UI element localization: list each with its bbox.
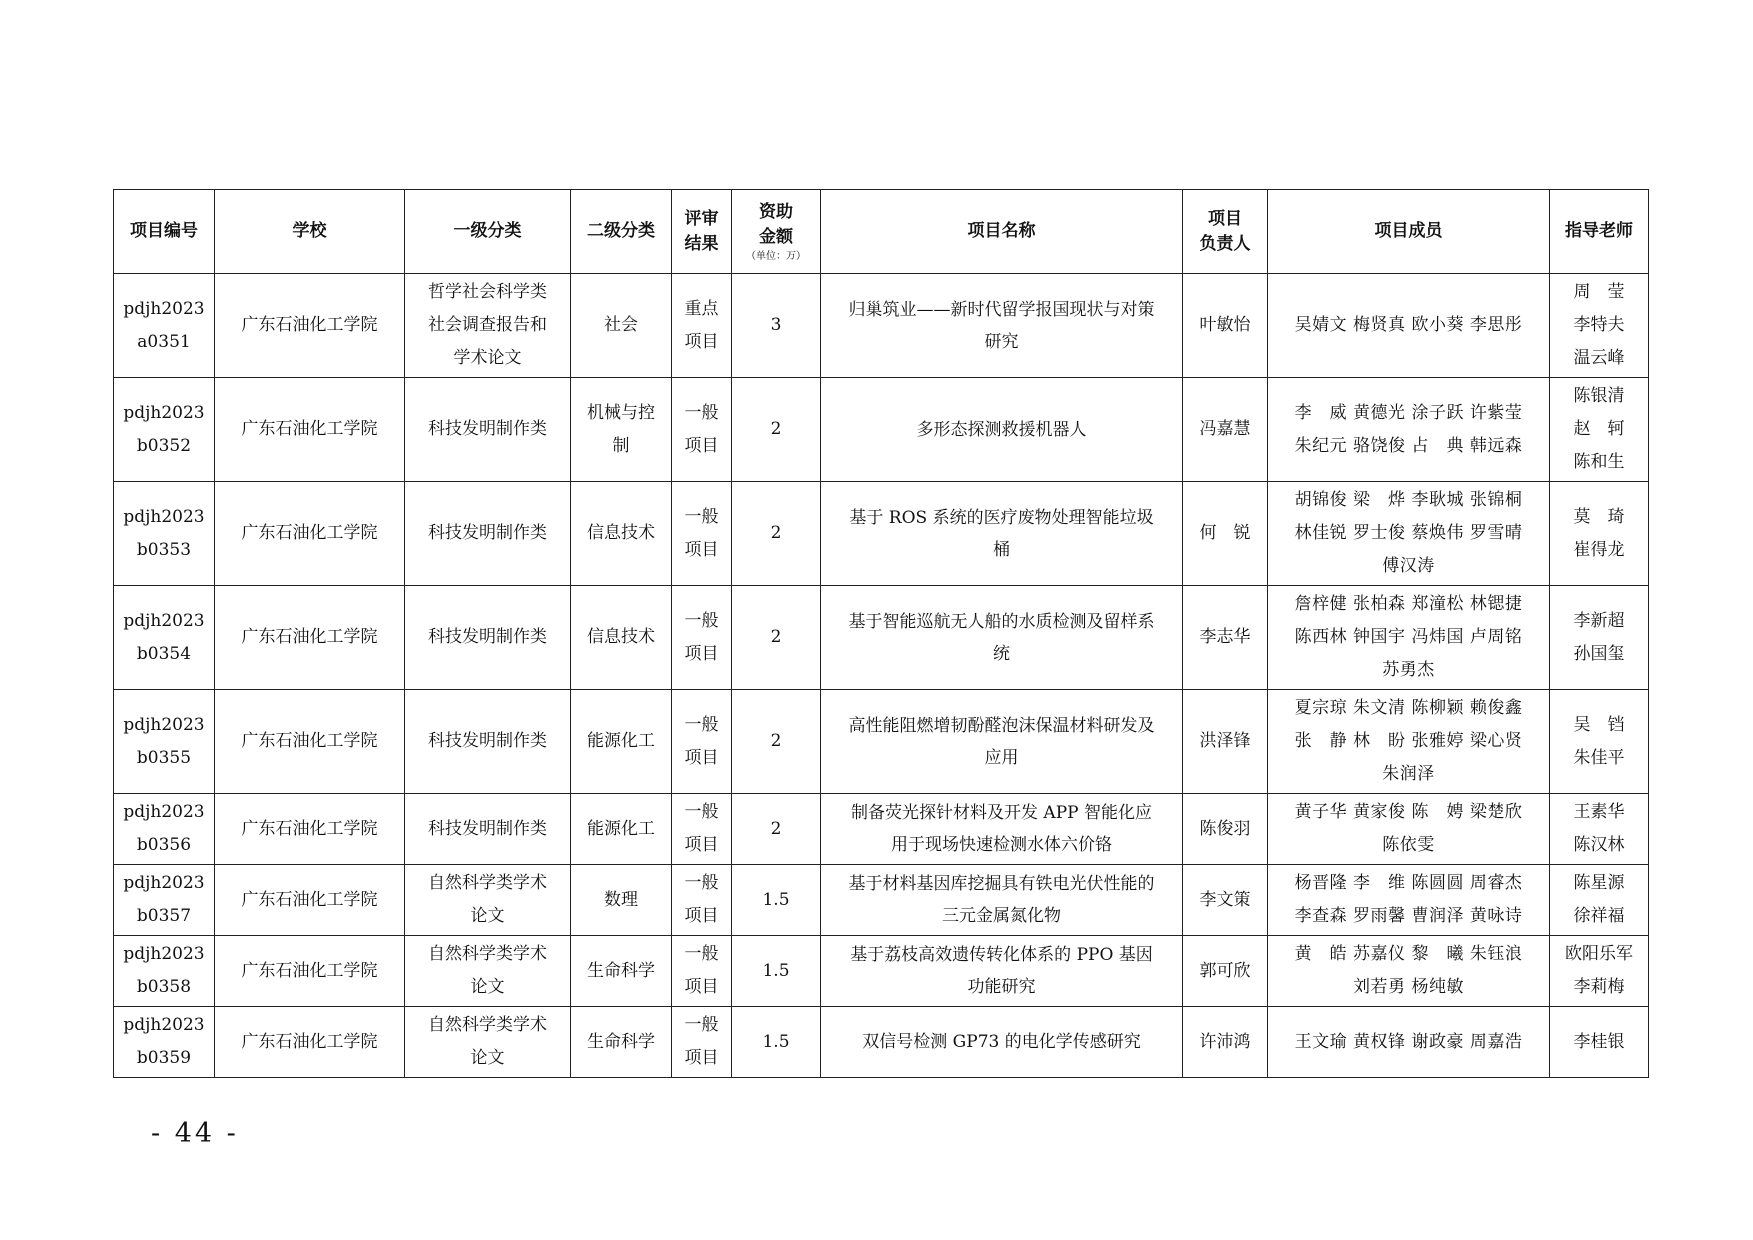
cell-advisor-line: 温云峰 — [1573, 348, 1625, 368]
cell-category-2 — [571, 586, 672, 690]
cell-project-id — [114, 274, 215, 378]
cell-review-result — [672, 586, 732, 690]
cell-school: 广东石油化工学院 — [215, 274, 405, 378]
table-row — [114, 586, 1649, 690]
cell-project-leader: 陈俊羽 — [1183, 794, 1268, 865]
cell-project-members-line: 苏勇杰 — [1382, 660, 1435, 680]
header-name: 项目名称 — [821, 190, 1183, 274]
cell-project-name — [821, 586, 1183, 690]
cell-advisor-line: 陈银清 — [1573, 386, 1625, 406]
cell-project-name-line: 桶 — [993, 539, 1010, 560]
cell-category-2-line: 信息技术 — [587, 523, 655, 543]
cell-review-result — [672, 378, 732, 482]
cell-category-1 — [405, 794, 571, 865]
cell-school: 广东石油化工学院 — [215, 690, 405, 794]
cell-project-id-line: pdjh2023 — [123, 610, 205, 631]
header-result — [672, 190, 732, 274]
cell-project-id-line: b0359 — [136, 1048, 192, 1068]
cell-project-leader: 郭可欣 — [1183, 936, 1268, 1007]
cell-advisor-line: 陈和生 — [1573, 452, 1625, 472]
cell-project-id — [114, 794, 215, 865]
cell-school: 广东石油化工学院 — [215, 794, 405, 865]
cell-school: 广东石油化工学院 — [215, 865, 405, 936]
cell-category-1-line: 论文 — [470, 906, 505, 926]
table-row — [114, 378, 1649, 482]
cell-category-2-line: 制 — [612, 435, 630, 456]
cell-advisor — [1550, 274, 1649, 378]
cell-review-result-line: 重点 — [684, 298, 719, 319]
cell-category-1 — [405, 936, 571, 1007]
header-leader — [1183, 190, 1268, 274]
cell-project-members-line: 詹梓健 张柏森 郑潼松 林锶捷 — [1294, 594, 1523, 614]
cell-category-2-line: 机械与控 — [587, 402, 655, 423]
cell-project-name-line: 双信号检测 GP73 的电化学传感研究 — [862, 1032, 1141, 1052]
cell-review-result-line: 一般 — [684, 873, 719, 893]
cell-project-id-line: pdjh2023 — [123, 402, 205, 423]
header-amount-line: 资助 — [759, 201, 793, 222]
cell-project-id-line: a0351 — [137, 331, 191, 352]
cell-project-name-line: 制备荧光探针材料及开发 APP 智能化应 — [851, 803, 1152, 823]
cell-category-2 — [571, 1007, 672, 1078]
cell-project-leader: 洪泽锋 — [1183, 690, 1268, 794]
cell-category-2-line: 信息技术 — [587, 627, 655, 647]
cell-project-id-line: b0356 — [136, 835, 192, 855]
cell-category-1 — [405, 274, 571, 378]
cell-project-members — [1268, 690, 1550, 794]
cell-project-members — [1268, 794, 1550, 865]
cell-project-leader: 何 锐 — [1183, 482, 1268, 586]
cell-project-name-line: 归巢筑业——新时代留学报国现状与对策 — [848, 299, 1155, 320]
cell-funding-amount: 1.5 — [732, 1007, 821, 1078]
cell-category-1 — [405, 482, 571, 586]
cell-project-name — [821, 1007, 1183, 1078]
cell-project-leader: 叶敏怡 — [1183, 274, 1268, 378]
cell-project-members-line: 朱纪元 骆饶俊 占 典 韩远森 — [1294, 435, 1523, 456]
cell-category-1-line: 自然科学类学术 — [428, 873, 547, 893]
cell-project-name-line: 基于 ROS 系统的医疗废物处理智能垃圾 — [849, 507, 1154, 528]
project-table — [113, 189, 1649, 1078]
page-number: - 44 - — [151, 1118, 239, 1149]
cell-funding-amount: 1.5 — [732, 865, 821, 936]
cell-advisor-line: 欧阳乐军 — [1565, 944, 1633, 964]
cell-category-2-line: 生命科学 — [587, 960, 655, 981]
cell-review-result — [672, 936, 732, 1007]
cell-review-result-line: 项目 — [684, 539, 719, 560]
cell-review-result-line: 一般 — [684, 714, 719, 735]
table-row — [114, 936, 1649, 1007]
cell-project-id-line: b0354 — [136, 643, 192, 664]
cell-project-members — [1268, 865, 1550, 936]
cell-project-members-line: 傅汉涛 — [1382, 556, 1435, 576]
cell-advisor-line: 李新超 — [1573, 610, 1625, 631]
cell-funding-amount: 2 — [732, 794, 821, 865]
cell-project-name-line: 应用 — [984, 747, 1019, 768]
cell-review-result-line: 一般 — [684, 402, 719, 423]
header-result-line: 结果 — [684, 233, 719, 254]
cell-review-result-line: 项目 — [684, 435, 719, 456]
table-row — [114, 865, 1649, 936]
cell-advisor-line: 孙国玺 — [1573, 643, 1625, 664]
cell-project-name — [821, 690, 1183, 794]
cell-project-name — [821, 274, 1183, 378]
cell-advisor-line: 李莉梅 — [1573, 977, 1625, 997]
cell-project-id-line: b0355 — [136, 747, 192, 768]
cell-project-name-line: 统 — [993, 643, 1010, 664]
header-amount-unit: （单位：万） — [746, 250, 806, 262]
cell-category-2 — [571, 865, 672, 936]
cell-category-1-line: 科技发明制作类 — [428, 731, 547, 751]
cell-funding-amount: 2 — [732, 378, 821, 482]
cell-project-name — [821, 378, 1183, 482]
cell-project-id-line: b0358 — [136, 977, 192, 997]
cell-project-name-line: 基于智能巡航无人船的水质检测及留样系 — [848, 611, 1155, 632]
cell-category-1 — [405, 378, 571, 482]
table-row — [114, 1007, 1649, 1078]
cell-project-members — [1268, 936, 1550, 1007]
cell-advisor-line: 李桂银 — [1573, 1031, 1625, 1052]
cell-advisor — [1550, 482, 1649, 586]
table-row — [114, 690, 1649, 794]
cell-advisor-line: 李特夫 — [1573, 315, 1625, 335]
header-leader-line: 项目 — [1208, 208, 1242, 229]
cell-category-2 — [571, 378, 672, 482]
cell-category-2 — [571, 482, 672, 586]
cell-project-id-line: pdjh2023 — [123, 506, 205, 527]
cell-project-name-line: 三元金属氮化物 — [942, 906, 1061, 926]
cell-project-members — [1268, 482, 1550, 586]
cell-project-members-line: 杨晋隆 李 维 陈圆圆 周睿杰 — [1294, 873, 1523, 893]
cell-category-1-line: 科技发明制作类 — [428, 419, 547, 439]
cell-project-id-line: pdjh2023 — [123, 944, 205, 964]
cell-project-members-line: 王文瑜 黄权锋 谢政豪 周嘉浩 — [1294, 1031, 1523, 1052]
cell-project-members-line: 朱润泽 — [1382, 764, 1435, 784]
cell-category-1-line: 哲学社会科学类 — [428, 282, 547, 302]
cell-review-result-line: 一般 — [684, 944, 719, 964]
cell-project-id — [114, 690, 215, 794]
cell-advisor-line: 陈星源 — [1573, 873, 1625, 893]
cell-review-result-line: 项目 — [684, 977, 719, 997]
cell-category-1 — [405, 690, 571, 794]
cell-project-name-line: 研究 — [984, 331, 1019, 352]
cell-review-result — [672, 274, 732, 378]
cell-project-members — [1268, 274, 1550, 378]
cell-advisor — [1550, 586, 1649, 690]
cell-project-id-line: b0353 — [136, 539, 192, 560]
cell-category-2-line: 社会 — [604, 315, 638, 335]
header-members: 项目成员 — [1268, 190, 1550, 274]
cell-project-name — [821, 794, 1183, 865]
cell-category-2-line: 生命科学 — [587, 1031, 655, 1052]
cell-project-id — [114, 586, 215, 690]
cell-category-1-line: 自然科学类学术 — [428, 944, 547, 964]
cell-project-name-line: 用于现场快速检测水体六价铬 — [891, 835, 1112, 855]
cell-advisor-line: 王素华 — [1573, 802, 1625, 822]
cell-project-members-line: 刘若勇 杨纯敏 — [1353, 977, 1464, 997]
cell-category-2-line: 能源化工 — [587, 731, 655, 751]
cell-review-result-line: 项目 — [684, 747, 719, 768]
cell-category-2 — [571, 936, 672, 1007]
cell-review-result — [672, 794, 732, 865]
table-body — [114, 274, 1649, 1078]
cell-review-result-line: 项目 — [684, 835, 719, 855]
cell-advisor-line: 莫 琦 — [1573, 506, 1625, 527]
cell-review-result — [672, 482, 732, 586]
header-amount-line: 金额 — [759, 226, 793, 247]
cell-project-members-line: 张 静 林 盼 张雅婷 梁心贤 — [1294, 731, 1523, 751]
cell-project-leader: 李文策 — [1183, 865, 1268, 936]
cell-category-2 — [571, 794, 672, 865]
cell-review-result-line: 一般 — [684, 1015, 719, 1035]
cell-school: 广东石油化工学院 — [215, 936, 405, 1007]
cell-category-1-line: 学术论文 — [453, 348, 522, 368]
cell-project-members-line: 夏宗琼 朱文清 陈柳颖 赖俊鑫 — [1294, 698, 1523, 718]
cell-review-result-line: 项目 — [684, 643, 719, 664]
cell-project-id — [114, 1007, 215, 1078]
cell-advisor-line: 赵 轲 — [1573, 419, 1625, 439]
header-cat2: 二级分类 — [571, 190, 672, 274]
cell-category-1-line: 论文 — [470, 977, 505, 997]
cell-project-id-line: pdjh2023 — [123, 1015, 205, 1035]
cell-project-id-line: pdjh2023 — [123, 298, 205, 319]
cell-project-id — [114, 378, 215, 482]
cell-advisor-line: 崔得龙 — [1573, 539, 1625, 560]
cell-project-leader: 冯嘉慧 — [1183, 378, 1268, 482]
cell-project-name-line: 基于荔枝高效遗传转化体系的 PPO 基因 — [850, 945, 1153, 965]
cell-project-members — [1268, 378, 1550, 482]
cell-project-members-line: 胡锦俊 梁 烨 李耿城 张锦桐 — [1294, 490, 1523, 510]
cell-category-1 — [405, 865, 571, 936]
cell-project-members-line: 林佳锐 罗士俊 蔡焕伟 罗雪晴 — [1294, 523, 1523, 543]
cell-category-2-line: 能源化工 — [587, 818, 655, 839]
cell-review-result-line: 项目 — [684, 906, 719, 926]
cell-advisor — [1550, 690, 1649, 794]
cell-project-id — [114, 482, 215, 586]
cell-project-members-line: 李查森 罗雨馨 曹润泽 黄咏诗 — [1294, 906, 1523, 926]
cell-advisor — [1550, 936, 1649, 1007]
cell-funding-amount: 2 — [732, 690, 821, 794]
cell-project-leader: 李志华 — [1183, 586, 1268, 690]
table-row — [114, 482, 1649, 586]
cell-project-name — [821, 482, 1183, 586]
cell-review-result-line: 项目 — [684, 1048, 719, 1068]
cell-project-members-line: 吴婧文 梅贤真 欧小葵 李思彤 — [1294, 315, 1523, 335]
cell-school: 广东石油化工学院 — [215, 482, 405, 586]
header-cat1: 一级分类 — [405, 190, 571, 274]
cell-advisor-line: 朱佳平 — [1573, 747, 1625, 768]
cell-category-1 — [405, 586, 571, 690]
cell-category-1-line: 科技发明制作类 — [428, 627, 547, 647]
header-result-line: 评审 — [684, 208, 719, 229]
cell-category-2 — [571, 274, 672, 378]
cell-review-result-line: 一般 — [684, 802, 719, 822]
cell-project-name-line: 多形态探测救援机器人 — [916, 419, 1087, 440]
cell-project-members-line: 陈西林 钟国宇 冯炜国 卢周铭 — [1294, 627, 1523, 647]
cell-review-result-line: 一般 — [684, 610, 719, 631]
cell-project-members-line: 李 威 黄德光 涂子跃 许紫莹 — [1294, 402, 1523, 423]
cell-category-1-line: 科技发明制作类 — [428, 818, 547, 839]
table-row — [114, 274, 1649, 378]
header-leader-line: 负责人 — [1199, 233, 1251, 254]
cell-project-name-line: 高性能阻燃增韧酚醛泡沫保温材料研发及 — [848, 715, 1155, 736]
cell-category-1 — [405, 1007, 571, 1078]
cell-category-2-line: 数理 — [604, 889, 638, 910]
cell-school: 广东石油化工学院 — [215, 1007, 405, 1078]
cell-project-name — [821, 936, 1183, 1007]
table-row — [114, 794, 1649, 865]
cell-category-1-line: 科技发明制作类 — [428, 523, 547, 543]
cell-project-leader: 许沛鸿 — [1183, 1007, 1268, 1078]
cell-project-id-line: pdjh2023 — [123, 802, 205, 822]
cell-project-members-line: 黄 皓 苏嘉仪 黎 曦 朱钰浪 — [1294, 944, 1523, 964]
cell-review-result — [672, 1007, 732, 1078]
cell-project-members — [1268, 1007, 1550, 1078]
cell-project-id-line: b0357 — [136, 906, 192, 926]
cell-advisor-line: 徐祥福 — [1573, 906, 1625, 926]
cell-school: 广东石油化工学院 — [215, 378, 405, 482]
cell-advisor — [1550, 1007, 1649, 1078]
header-advisor: 指导老师 — [1550, 190, 1649, 274]
header-row — [114, 190, 1649, 274]
cell-review-result — [672, 865, 732, 936]
cell-review-result-line: 项目 — [684, 331, 719, 352]
cell-advisor — [1550, 378, 1649, 482]
cell-category-1-line: 自然科学类学术 — [428, 1015, 547, 1035]
header-amount — [732, 190, 821, 274]
header-id: 项目编号 — [114, 190, 215, 274]
cell-project-name-line: 基于材料基因库挖掘具有铁电光伏性能的 — [848, 874, 1155, 894]
header-school: 学校 — [215, 190, 405, 274]
cell-project-members — [1268, 586, 1550, 690]
cell-project-id — [114, 865, 215, 936]
cell-funding-amount: 2 — [732, 586, 821, 690]
cell-project-members-line: 黄子华 黄家俊 陈 娉 梁楚欣 — [1294, 802, 1523, 822]
cell-project-members-line: 陈依雯 — [1382, 835, 1435, 855]
cell-category-1-line: 社会调查报告和 — [428, 315, 547, 335]
cell-funding-amount: 2 — [732, 482, 821, 586]
cell-advisor — [1550, 794, 1649, 865]
cell-advisor — [1550, 865, 1649, 936]
cell-project-name — [821, 865, 1183, 936]
cell-project-id-line: b0352 — [136, 435, 192, 456]
cell-project-id-line: pdjh2023 — [123, 714, 205, 735]
cell-funding-amount: 1.5 — [732, 936, 821, 1007]
cell-review-result — [672, 690, 732, 794]
cell-advisor-line: 吴 铛 — [1573, 714, 1625, 735]
cell-project-id-line: pdjh2023 — [123, 873, 205, 893]
cell-project-name-line: 功能研究 — [967, 977, 1036, 997]
cell-funding-amount: 3 — [732, 274, 821, 378]
cell-school: 广东石油化工学院 — [215, 586, 405, 690]
cell-review-result-line: 一般 — [684, 506, 719, 527]
cell-category-2 — [571, 690, 672, 794]
cell-project-id — [114, 936, 215, 1007]
cell-advisor-line: 周 莹 — [1573, 282, 1625, 302]
cell-category-1-line: 论文 — [470, 1048, 505, 1068]
cell-advisor-line: 陈汉林 — [1573, 835, 1625, 855]
